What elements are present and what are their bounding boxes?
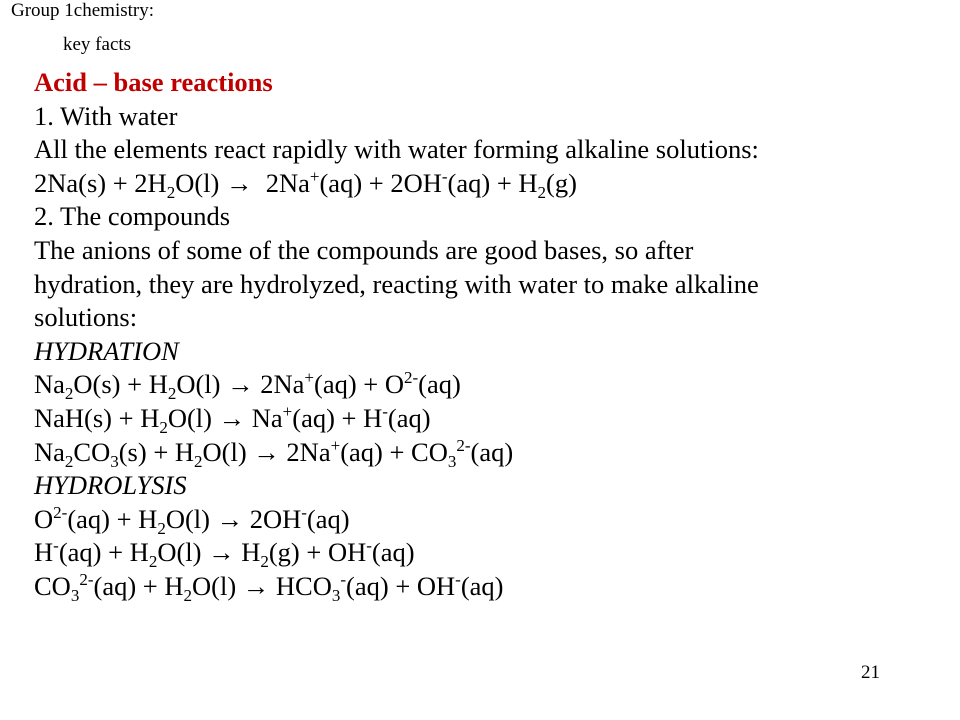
hydration-equation: $NaH(s) + H_2O(l) \to Na^+(aq) + H^-(aq)$	[34, 401, 431, 437]
paragraph-line: solutions:	[34, 302, 138, 333]
page-number: 21	[861, 662, 880, 683]
hydrolysis-equation: $CO_3^{2-}(aq) + H_2O(l) \to HCO_3^-(aq) + OH^-(aq)$	[34, 569, 504, 605]
intro-text: All the elements react rapidly with water forming alkaline solutions:	[34, 134, 759, 165]
header-title: Group 1chemistry:	[11, 0, 155, 21]
equation-water: $2Na(s) + 2H_2O(l) \to 2Na^+(aq) + 2OH^-(aq) + H_2(g)$	[34, 166, 577, 202]
slide-body	[34, 66, 759, 604]
hydration-label: HYDRATION	[34, 335, 179, 366]
section-heading: Acid – base reactions	[34, 67, 273, 97]
hydrolysis-equation: $H^-(aq) + H_2O(l) \to H_2(g) + OH^-(aq)$	[34, 536, 415, 572]
hydrolysis-label: HYDROLYSIS	[34, 470, 187, 501]
header-subtitle: key facts	[63, 34, 132, 55]
paragraph-line: The anions of some of the compounds are good bases, so after	[34, 234, 694, 265]
hydrolysis-equation: $O^{2-}(aq) + H_2O(l) \to 2OH^-(aq)$	[34, 502, 350, 538]
subsection-title-compounds: 2. The compounds	[34, 201, 231, 232]
paragraph-line: hydration, they are hydrolyzed, reacting with water to make alkaline	[34, 268, 759, 299]
subsection-title-water: 1. With water	[34, 100, 178, 131]
hydration-equation: $Na_2CO_3(s) + H_2O(l) \to 2Na^+(aq) + CO_3^{2-}(aq)$	[34, 435, 514, 471]
hydration-equation: $Na_2O(s) + H_2O(l) \to 2Na^+(aq) + O^{2-}(aq)$	[34, 368, 461, 404]
